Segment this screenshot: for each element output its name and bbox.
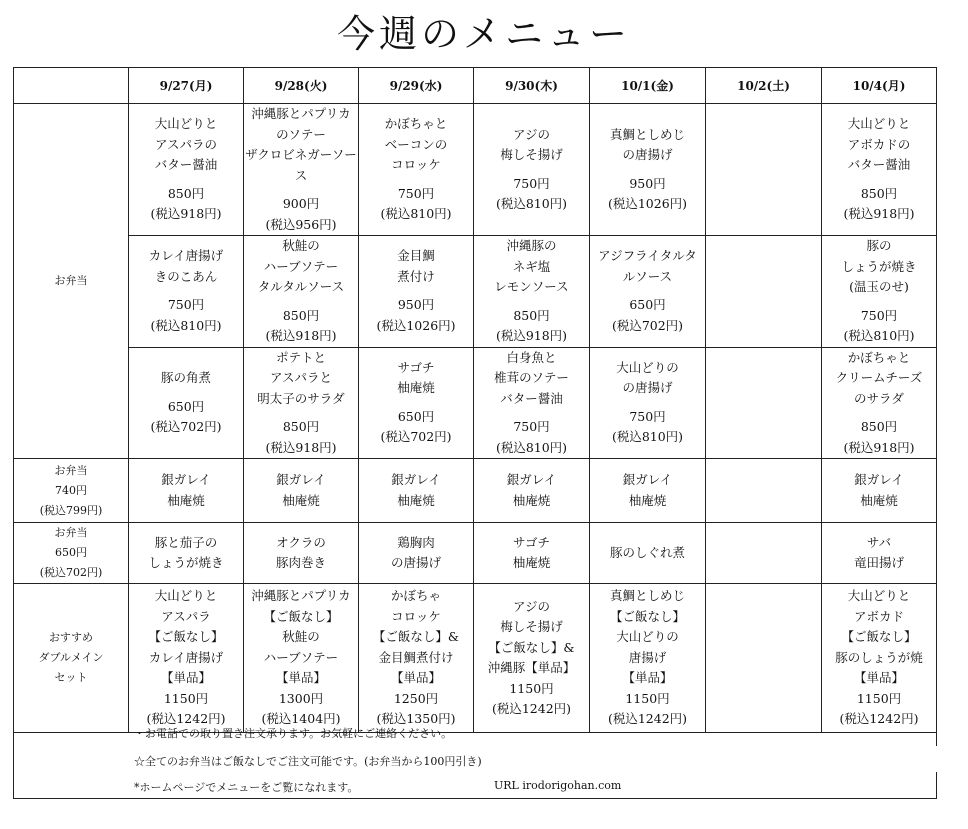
dish-name-line: タルタルソース [257,279,345,294]
dish-name-line: 【単品】 [622,670,673,686]
menu-item-cell [129,104,244,236]
day-header: 9/27(月) [129,68,244,104]
dish-name-line: 【ご飯なし】 [609,608,685,624]
dish-name-line: 【ご飯なし】& [488,639,575,655]
dish-name-line: クリームチーズ [835,370,923,385]
dish-name-line: 鶏胸肉 [397,534,435,550]
menu-row [14,104,937,236]
menu-item-cell [129,459,244,523]
dish-name-line: アボカドの [847,136,911,152]
price-with-tax: (税込810円) [495,439,568,455]
price-with-tax: (税込1242円) [839,711,919,727]
menu-item-cell [359,347,474,459]
dish-name-line: 柚庵焼 [282,492,320,508]
price-with-tax: (税込702円) [380,429,452,445]
dish-name-line: 豚と茄子の [154,534,218,550]
menu-item-cell [474,104,590,236]
dish-name-line: しょうが焼き [148,555,224,570]
menu-item-cell [359,584,474,733]
empty-cell [706,347,822,459]
menu-item-cell [590,584,706,733]
price-with-tax: (税込810円) [611,429,684,445]
dish-name-line: アジフライタルタ [598,248,697,264]
dish-name-line: (温玉のせ) [849,279,909,294]
dish-name-line: 【単品】 [160,670,211,686]
price: 650円 [629,297,666,313]
day-header: 10/2(土) [706,68,822,104]
menu-item-cell [474,459,590,523]
dish-name-line: 大山どりの [616,629,679,645]
menu-row [14,584,937,733]
page-title: 今週のメニュー [336,12,631,56]
price-with-tax: (税込1026円) [607,196,688,211]
price-with-tax: (税込810円) [843,328,915,343]
dish-name-line: のソテー [276,126,326,142]
price: 850円 [860,419,898,434]
menu-item-cell [359,523,474,584]
spacer [474,166,589,174]
dish-name-line: 真鯛としめじ [609,588,685,604]
dish-name-line: 沖縄豚とパプリカ [251,106,351,121]
footer-notes [13,716,937,799]
price: 1150円 [509,680,554,696]
dish-name-line: アジの [512,598,550,614]
dish-name-line: 金目鯛 [397,248,435,264]
dish-name-line: 柚庵焼 [860,492,898,508]
price-with-tax: (税込1242円) [607,711,688,727]
dish-name-line: かぼちゃと [384,116,448,132]
menu-item-cell [244,236,359,348]
menu-row [14,236,937,348]
menu-item-cell [590,236,706,348]
dish-name-line: ハーブソテー [263,258,339,274]
price: 1150円 [625,690,670,706]
dish-name-line: 豚のしぐれ煮 [609,544,685,560]
dish-name-line: アスパラと [269,370,332,385]
dish-name-line: 柚庵焼 [512,492,551,508]
dish-name-line: 大山どりの [616,359,679,375]
dish-name-line: レモンソース [494,279,569,294]
dish-name-line: 大山どりと [847,116,911,132]
price-with-tax: (税込1242円) [146,711,226,727]
price: 950円 [629,175,666,191]
price: 850円 [282,307,320,323]
day-header: 10/4(月) [822,68,937,104]
section-label-line: お弁当 [54,526,88,539]
price: 950円 [397,297,435,313]
price: 900円 [282,196,320,211]
price-with-tax: (税込956円) [265,216,337,232]
menu-item-cell [474,584,590,733]
price-with-tax: (税込810円) [380,206,452,222]
menu-item-cell [244,104,359,236]
dish-name-line: 椎茸のソテー [494,370,569,385]
price-with-tax: (税込918円) [265,439,337,455]
menu-item-cell [129,584,244,733]
dish-name-line: 豚の [866,238,892,253]
price-with-tax: (税込702円) [611,317,684,333]
dish-name-line: ポテトと [275,349,326,365]
spacer [359,399,473,407]
spacer [474,298,589,306]
dish-name-line: 真鯛としめじ [609,126,685,142]
menu-item-cell [244,584,359,733]
dish-name-line: サゴチ [512,534,550,550]
price: 650円 [167,398,205,414]
dish-name-line: ネギ塩 [512,258,551,274]
header-row [14,68,937,104]
menu-item-cell [822,236,937,348]
footer-border [936,718,938,746]
dish-name-line: コロッケ [391,157,441,173]
menu-item-cell [822,459,937,523]
price: 850円 [860,185,898,201]
dish-name-line: アボカド [853,608,904,624]
price-with-tax: (税込1350円) [376,711,456,727]
footer-border [936,772,938,798]
dish-name-line: 【単品】 [275,670,326,686]
spacer [590,287,705,295]
spacer [244,186,358,194]
menu-item-cell [244,459,359,523]
dish-name-line: 【ご飯なし】 [841,629,917,645]
price: 1300円 [278,690,324,706]
spacer [129,287,243,295]
spacer [822,176,936,184]
price: 850円 [282,419,320,434]
menu-item-cell [244,523,359,584]
note-no-rice: ☆全てのお弁当はご飯なしでご注文可能です。(お弁当から100円引き) [134,755,482,768]
corner-cell [14,68,129,104]
menu-item-cell [590,104,706,236]
menu-item-cell [590,523,706,584]
empty-cell [706,459,822,523]
dish-name-line: 金目鯛煮付け [378,649,454,665]
section-label-line: おすすめ [48,631,94,644]
spacer [129,176,243,184]
menu-item-cell [244,347,359,459]
spacer [590,399,705,407]
menu-item-cell [822,523,937,584]
dish-name-line: コロッケ [391,608,441,624]
dish-name-line: 【ご飯なし】 [148,629,224,645]
section-label-line: 650円 [55,546,87,559]
dish-name-line: 梅しそ揚げ [500,619,563,634]
dish-name-line: 沖縄豚とパプリカ [251,588,351,604]
dish-name-line: の唐揚げ [622,147,673,162]
dish-name-line: アスパラの [154,136,217,152]
price: 750円 [167,297,205,313]
section-label-line: お弁当 [54,463,88,477]
menu-item-cell [474,236,590,348]
dish-name-line: オクラの [276,534,326,550]
price-with-tax: (税込918円) [150,206,222,222]
price-with-tax: (税込918円) [495,328,568,343]
dish-name-line: の唐揚げ [622,380,673,396]
spacer [359,287,473,295]
dish-name-line: 銀ガレイ [276,472,326,487]
spacer [822,298,936,306]
empty-cell [706,236,822,348]
spacer [359,176,473,184]
menu-item-cell [822,347,937,459]
dish-name-line: カレイ唐揚げ [148,248,224,264]
price-with-tax: (税込1404円) [261,711,341,727]
section-label-line: お弁当 [54,274,88,287]
dish-name-line: ハーブソテー [263,649,339,665]
dish-name-line: 柚庵焼 [167,492,205,508]
price: 750円 [629,408,666,424]
day-header: 9/28(火) [244,68,359,104]
dish-name-line: 柚庵焼 [512,555,551,570]
price-with-tax: (税込810円) [150,317,222,333]
menu-item-cell [474,523,590,584]
section-label-line: セット [54,671,88,684]
price: 850円 [513,307,550,323]
dish-name-line: 豚のしょうが焼 [835,649,923,665]
dish-name-line: バター醤油 [847,157,911,173]
menu-item-cell [359,104,474,236]
dish-name-line: ベーコンの [384,136,448,152]
dish-name-line: 【ご飯なし】& [372,629,460,645]
dish-name-line: 秋鮭の [282,238,320,253]
price: 1150円 [856,690,902,706]
menu-item-cell [590,347,706,459]
spacer [244,298,358,306]
price: 850円 [167,185,205,201]
section-label [14,523,129,584]
empty-cell [706,104,822,236]
menu-item-cell [359,459,474,523]
dish-name-line: 【単品】 [853,670,904,686]
section-label-line: 740円 [55,483,87,497]
menu-item-cell [822,584,937,733]
dish-name-line: 柚庵焼 [397,492,435,508]
dish-name-line: 梅しそ揚げ [500,147,563,162]
dish-name-line: きのこあん [154,268,218,284]
menu-row [14,459,937,523]
day-header: 9/29(水) [359,68,474,104]
price-with-tax: (税込918円) [265,328,337,343]
menu-item-cell [359,236,474,348]
dish-name-line: 唐揚げ [628,649,667,665]
dish-name-line: 豚の角煮 [160,370,211,385]
dish-name-line: 銀ガレイ [854,472,904,487]
price-with-tax: (税込1026円) [376,317,456,333]
price-with-tax: (税込1242円) [491,701,572,716]
price-with-tax: (税込918円) [843,206,915,222]
dish-name-line: 白身魚と [506,349,557,365]
menu-item-cell [129,523,244,584]
dish-name-line: 煮付け [397,268,435,284]
dish-name-line: サゴチ [397,359,435,375]
menu-body [14,104,937,733]
menu-row [14,523,937,584]
section-label [14,459,129,523]
dish-name-line: ザクロビネガーソー [245,147,357,162]
section-label-line: (税込702円) [39,566,103,579]
price: 1250円 [393,690,439,706]
price: 650円 [397,408,435,424]
menu-item-cell [474,347,590,459]
price: 750円 [860,307,898,323]
menu-row [14,347,937,459]
dish-name-line: 柚庵焼 [628,492,667,508]
empty-cell [706,584,822,733]
menu-item-cell [590,459,706,523]
spacer [590,166,705,174]
section-label [14,584,129,733]
homepage-url: URL irodorigohan.com [494,779,622,792]
dish-name-line: 銀ガレイ [161,472,211,487]
dish-name-line: 大山どりと [847,588,911,604]
menu-table [13,67,937,733]
spacer [129,389,243,397]
dish-name-line: しょうが焼き [841,258,917,274]
dish-name-line: サバ [866,534,892,550]
dish-name-line: かぼちゃと [847,349,911,365]
dish-name-line: バター醤油 [500,390,563,406]
dish-name-line: 柚庵焼 [397,380,435,396]
price: 750円 [513,175,550,191]
price: 750円 [513,419,550,434]
price: 1150円 [163,690,209,706]
dish-name-line: かぼちゃ [390,588,441,604]
dish-name-line: 銀ガレイ [391,472,441,487]
dish-name-line: の唐揚げ [390,555,441,570]
dish-name-line: 【ご飯なし】 [263,608,339,624]
day-header: 10/1(金) [590,68,706,104]
price-with-tax: (税込918円) [843,439,915,455]
menu-item-cell [822,104,937,236]
price: 750円 [397,185,435,201]
dish-name-line: アスパラ [161,608,211,624]
dish-name-line: 沖縄豚の [506,238,557,253]
dish-name-line: 銀ガレイ [622,472,673,487]
dish-name-line: 大山どりと [154,116,218,132]
dish-name-line: 明太子のサラダ [257,390,345,406]
day-header: 9/30(木) [474,68,590,104]
note-phone-order: ・お電話での取り置き注文承ります。お気軽にご連絡ください。 [134,727,453,740]
price-with-tax: (税込810円) [495,196,568,211]
dish-name-line: 豚肉巻き [275,555,326,570]
dish-name-line: カレイ唐揚げ [148,649,224,665]
note-homepage: *ホームページでメニューをご覧になれます。 [134,781,359,794]
spacer [822,409,936,417]
dish-name-line: のサラダ [854,390,904,406]
menu-item-cell [129,347,244,459]
dish-name-line: 【単品】 [390,670,441,686]
menu-item-cell [129,236,244,348]
dish-name-line: 銀ガレイ [506,472,557,487]
empty-cell [706,523,822,584]
dish-name-line: ルソース [622,268,673,284]
dish-name-line: 大山どりと [154,588,218,604]
section-label-line: ダブルメイン [38,651,104,664]
dish-name-line: 沖縄豚【単品】 [487,660,576,675]
spacer [474,409,589,417]
price-with-tax: (税込702円) [150,419,222,434]
dish-name-line: アジの [512,126,550,142]
section-label [14,104,129,459]
spacer [244,409,358,417]
section-label-line: (税込799円) [39,503,103,517]
dish-name-line: ス [294,167,308,183]
dish-name-line: 秋鮭の [282,629,320,645]
dish-name-line: バター醤油 [154,157,218,173]
dish-name-line: 竜田揚げ [853,555,904,570]
